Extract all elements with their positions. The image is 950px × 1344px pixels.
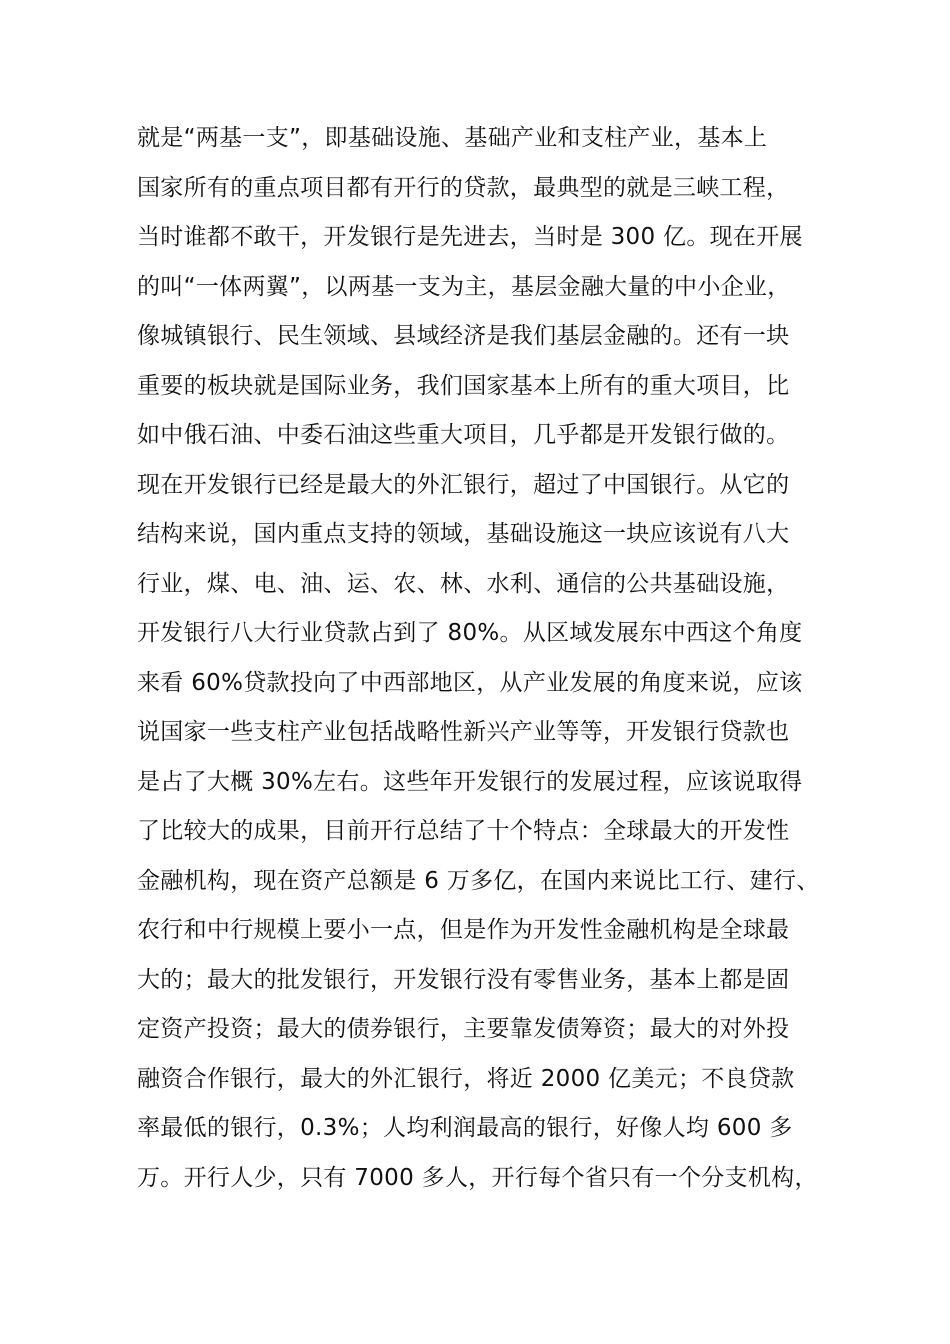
text-line-1: 就是“两基一支”，即基础设施、基础产业和支柱产业，基本上 (137, 125, 768, 151)
text-line-7: 如中俄石油、中委石油这些重大项目，几乎都是开发银行做的。 (137, 422, 790, 448)
text-line-2: 国家所有的重点项目都有开行的贷款，最典型的就是三峡工程， (137, 174, 790, 201)
body-text (137, 114, 820, 1203)
text-line-14: 是占了大概 30%左右。这些年开发银行的发展过程，应该说取得 (137, 768, 803, 795)
text-line-22: 万。开行人少，只有 7000 多人，开行每个省只有一个分支机构， (137, 1164, 818, 1191)
text-line-20: 融资合作银行，最大的外汇银行，将近 2000 亿美元；不良贷款 (137, 1065, 795, 1092)
text-line-4: 的叫“一体两翼”，以两基一支为主，基层金融大量的中小企业， (137, 273, 791, 300)
text-line-9: 结构来说，国内重点支持的领域，基础设施这一块应该说有八大 (137, 521, 790, 547)
text-line-17: 农行和中行规模上要小一点，但是作为开发性金融机构是全球最 (137, 917, 790, 943)
text-line-21: 率最低的银行，0.3%；人均利润最高的银行，好像人均 600 多 (137, 1115, 793, 1141)
text-line-8: 现在开发银行已经是最大的外汇银行，超过了中国银行。从它的 (137, 471, 790, 498)
text-line-19: 定资产投资；最大的债券银行，主要靠发债筹资；最大的对外投 (137, 1016, 790, 1042)
text-line-5: 像城镇银行、民生领域、县域经济是我们基层金融的。还有一块 (137, 323, 790, 349)
text-line-16: 金融机构，现在资产总额是 6 万多亿，在国内来说比工行、建行、 (137, 867, 820, 894)
text-line-15: 了比较大的成果，目前开行总结了十个特点：全球最大的开发性 (137, 818, 790, 844)
text-line-3: 当时谁都不敢干，开发银行是先进去，当时是 300 亿。现在开展 (137, 224, 803, 250)
text-line-10: 行业，煤、电、油、运、农、林、水利、通信的公共基础设施， (137, 570, 790, 597)
text-line-6: 重要的板块就是国际业务，我们国家基本上所有的重大项目，比 (137, 372, 790, 399)
text-line-18: 大的；最大的批发银行，开发银行没有零售业务，基本上都是固 (137, 966, 790, 993)
text-line-12: 来看 60%贷款投向了中西部地区，从产业发展的角度来说，应该 (137, 669, 803, 696)
text-line-13: 说国家一些支柱产业包括战略性新兴产业等等，开发银行贷款也 (137, 719, 790, 745)
text-line-11: 开发银行八大行业贷款占到了 80%。从区域发展东中西这个角度 (137, 620, 803, 646)
